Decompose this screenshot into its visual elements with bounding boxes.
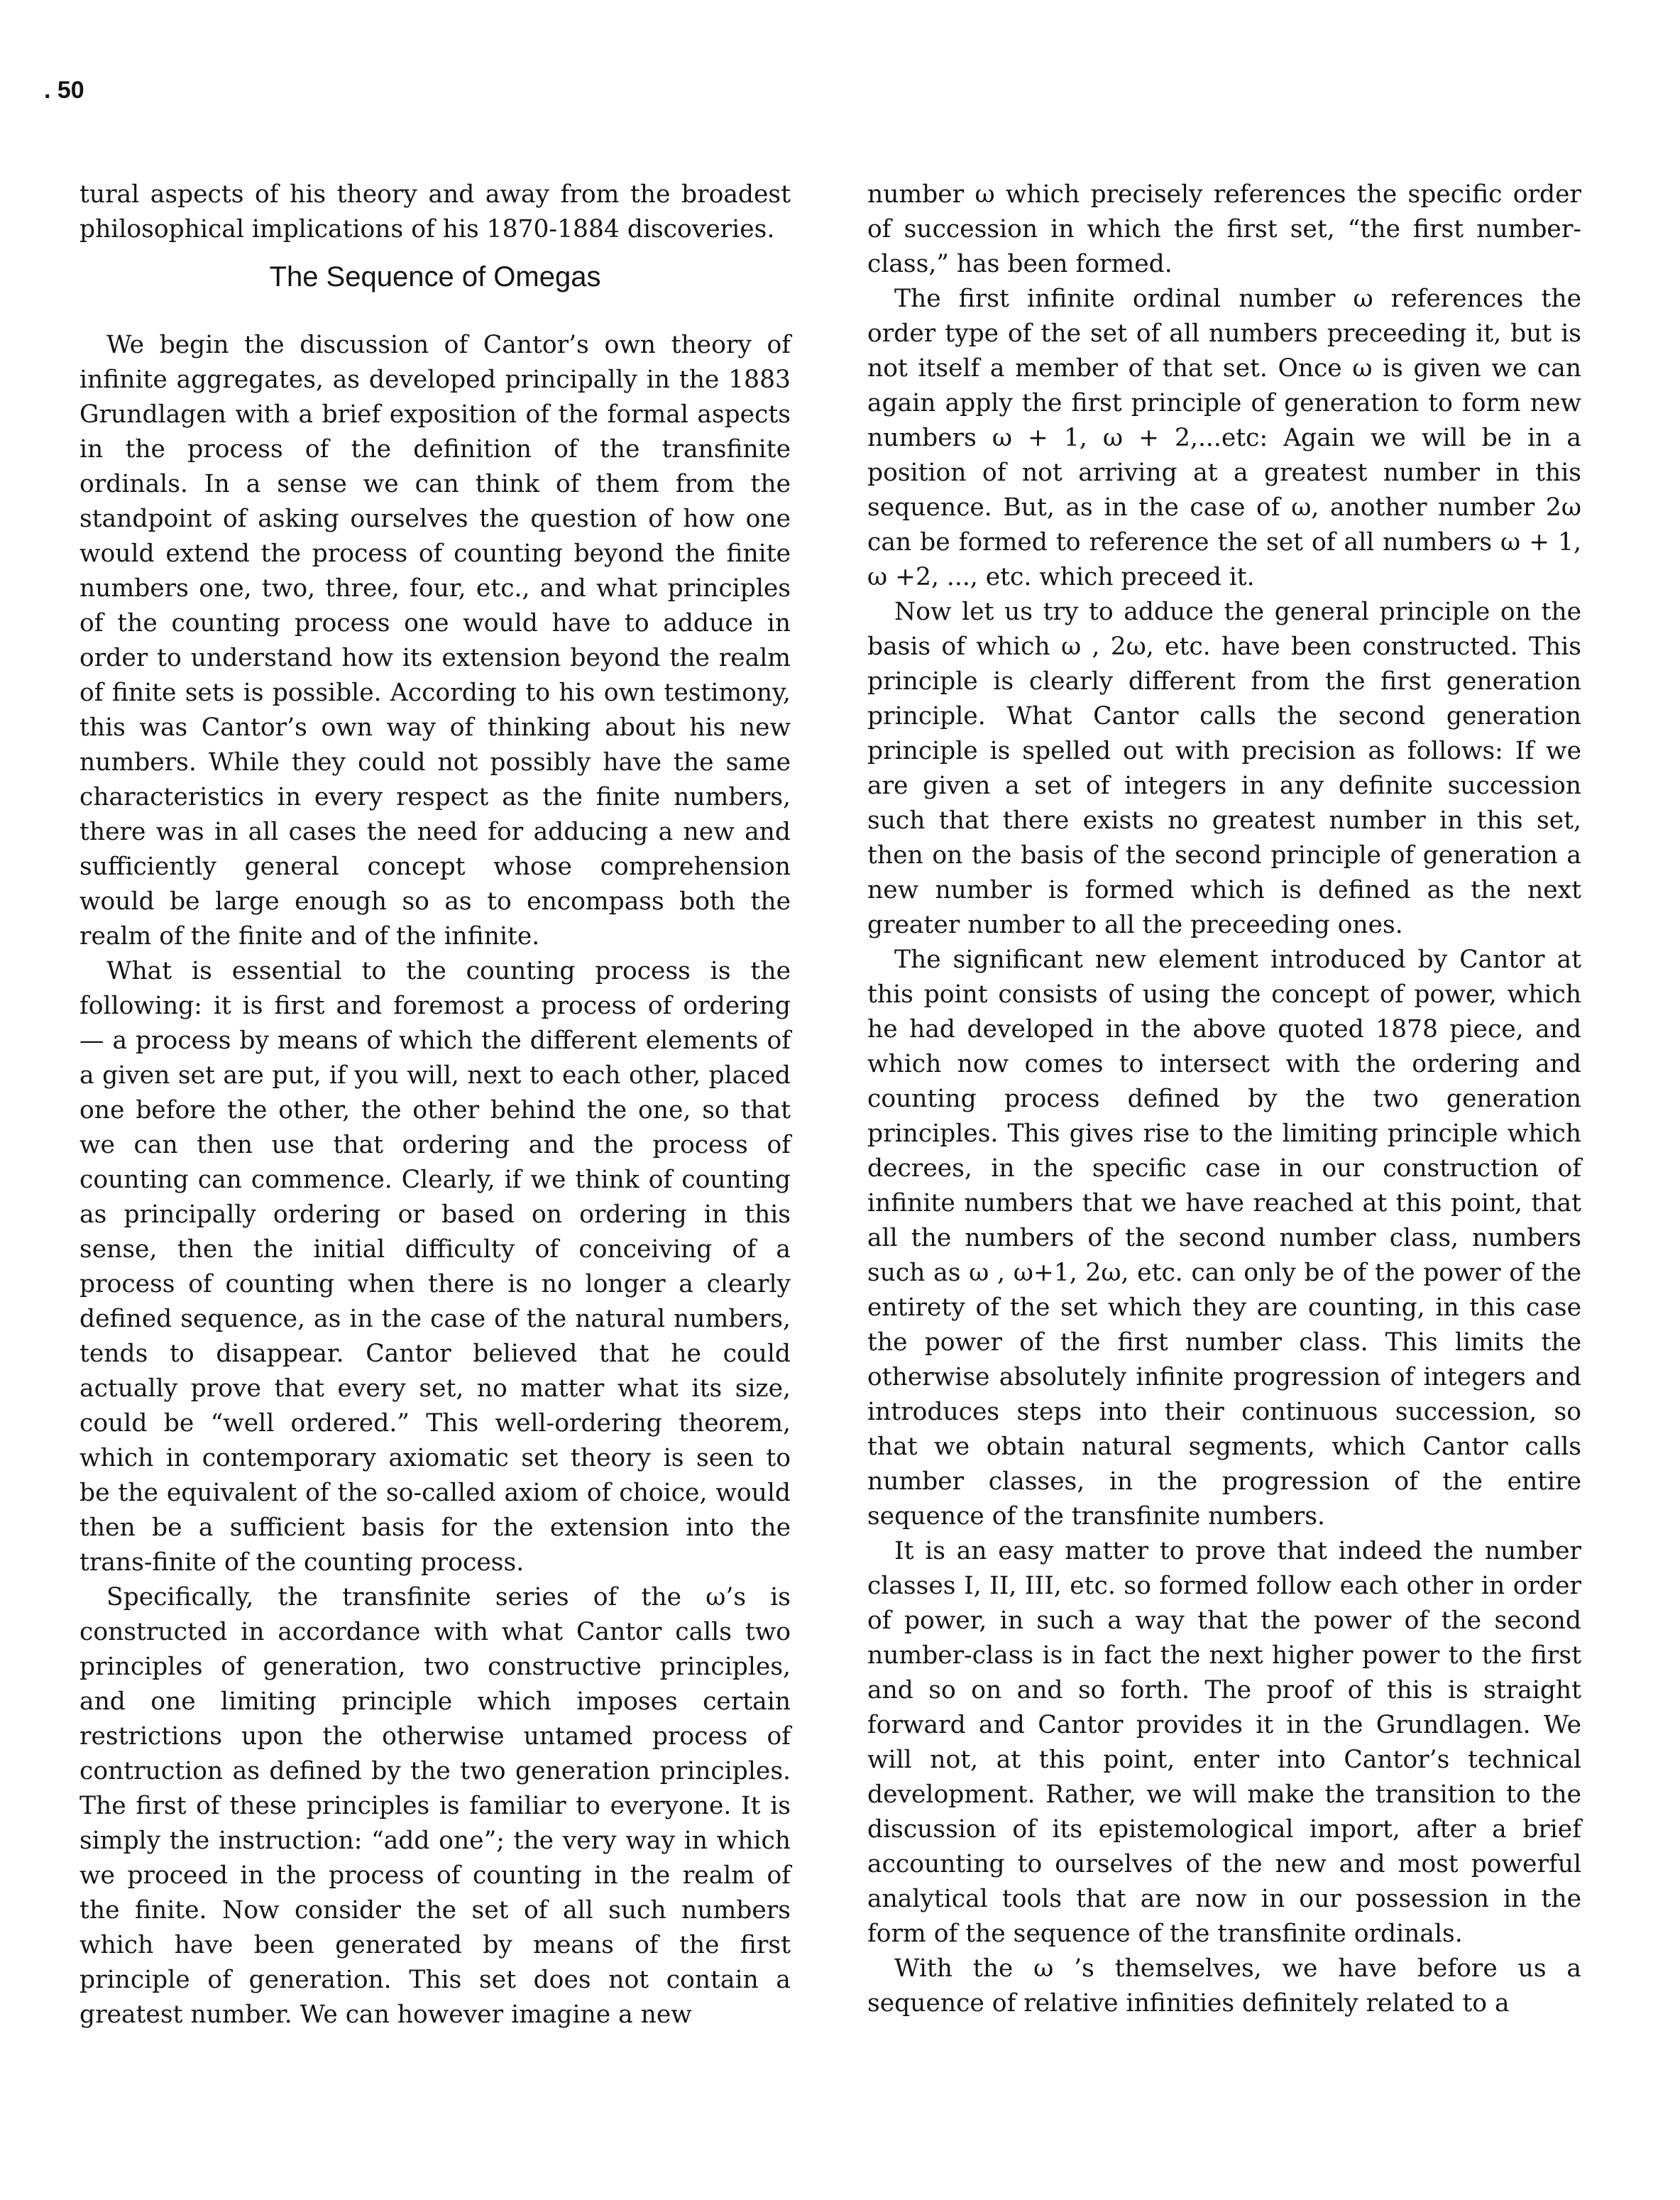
paragraph: The first infinite ordinal number ω references the order type of the set of all numbers preceeding it, but is not itself a member of that set. Once ω is given we can again apply the first principle of generation to form new numbers ω + 1, ω + 2,...etc: Again we will be in a position of not arriving at a greatest number in this sequence. But, as in the case of ω, another number 2ω can be formed to reference the set of all numbers ω + 1, ω +2, ..., etc. which preceed it. bbox=[867, 285, 1581, 591]
page-number: . 50 bbox=[44, 77, 84, 104]
paragraph: Now let us try to adduce the general principle on the basis of which ω , 2ω, etc. have been constructed. This principle is clearly different from the first generation principle. What Cantor calls the second generation principle is spelled out with precision as follows: If we are given a set of integers in any definite succession such that there exists no greatest number in this set, then on the basis of the second principle of generation a new number is formed which is defined as the next greater number to all the preceeding ones. bbox=[867, 598, 1581, 939]
paragraph: We begin the discussion of Cantor’s own theory of infinite aggregates, as developed principally in the 1883 Grundlagen with a brief exposition of the formal aspects in the process of the definition of the transfinite ordinals. In a sense we can think of them from the standpoint of asking ourselves the question of how one would extend the process of counting beyond the finite numbers one, two, three, four, etc., and what principles of the counting process one would have to adduce in order to understand how its extension beyond the realm of finite sets is possible. According to his own testimony, this was Cantor’s own way of thinking about his new numbers. While they could not possibly have the same characteristics in every respect as the finite numbers, there was in all cases the need for adducing a new and sufficiently general concept whose comprehension would be large enough so as to encompass both the realm of the finite and of the infinite. bbox=[79, 331, 791, 951]
paragraph: Specifically, the transfinite series of the ω’s is constructed in accordance with what Cantor calls two principles of generation, two constructive principles, and one limiting principle which imposes certain restrictions upon the otherwise untamed process of contruction as defined by the two generation principles. The first of these principles is familiar to everyone. It is simply the instruction: “add one”; the very way in which we proceed in the process of counting in the realm of the finite. Now consider the set of all such numbers which have been generated by means of the first principle of generation. This set does not contain a greatest number. We can however imagine a new bbox=[79, 1583, 791, 2029]
paragraph: What is essential to the counting process is the following: it is first and foremost a process of ordering — a process by means of which the different elements of a given set are put, if you will, next to each other, placed one before the other, the other behind the one, so that we can then use that ordering and the process of counting can commence. Clearly, if we think of counting as principally ordering or based on ordering in this sense, then the initial difficulty of conceiving of a process of counting when there is no longer a clearly defined sequence, as in the case of the natural numbers, tends to disappear. Cantor believed that he could actually prove that every set, no matter what its size, could be “well ordered.” This well-ordering theorem, which in contemporary axiomatic set theory is seen to be the equivalent of the so-called axiom of choice, would then be a sufficient basis for the extension into the trans-finite of the counting process. bbox=[79, 957, 791, 1577]
left-column bbox=[79, 177, 791, 2032]
paragraph: The significant new element introduced by Cantor at this point consists of using the concept of power, which he had developed in the above quoted 1878 piece, and which now comes to intersect with the ordering and counting process defined by the two generation principles. This gives rise to the limiting principle which decrees, in the specific case in our construction of infinite numbers that we have reached at this point, that all the numbers of the second number class, numbers such as ω , ω+1, 2ω, etc. can only be of the power of the entirety of the set which they are counting, in this case the power of the first number class. This limits the otherwise absolutely infinite progression of integers and introduces steps into their continuous succession, so that we obtain natural segments, which Cantor calls number classes, in the progression of the entire sequence of the transfinite numbers. bbox=[867, 946, 1581, 1531]
paragraph: number ω which precisely references the specific order of succession in which the first set, “the first number-class,” has been formed. bbox=[867, 180, 1581, 278]
paragraph: tural aspects of his theory and away from the broadest philosophical implications of his 1870-1884 discoveries. bbox=[79, 180, 791, 243]
right-column bbox=[867, 177, 1581, 2021]
section-heading: The Sequence of Omegas bbox=[269, 261, 601, 292]
paragraph: It is an easy matter to prove that indeed the number classes I, II, III, etc. so formed follow each other in order of power, in such a way that the power of the second number-class is in fact the next higher power to the first and so on and so forth. The proof of this is straight forward and Cantor provides it in the Grundlagen. We will not, at this point, enter into Cantor’s technical development. Rather, we will make the transition to the discussion of its epistemological import, after a brief accounting to ourselves of the new and most powerful analytical tools that are now in our possession in the form of the sequence of the transfinite ordinals. bbox=[867, 1537, 1581, 1948]
paragraph: With the ω ’s themselves, we have before us a sequence of relative infinities definitely related to a bbox=[867, 1954, 1581, 2018]
